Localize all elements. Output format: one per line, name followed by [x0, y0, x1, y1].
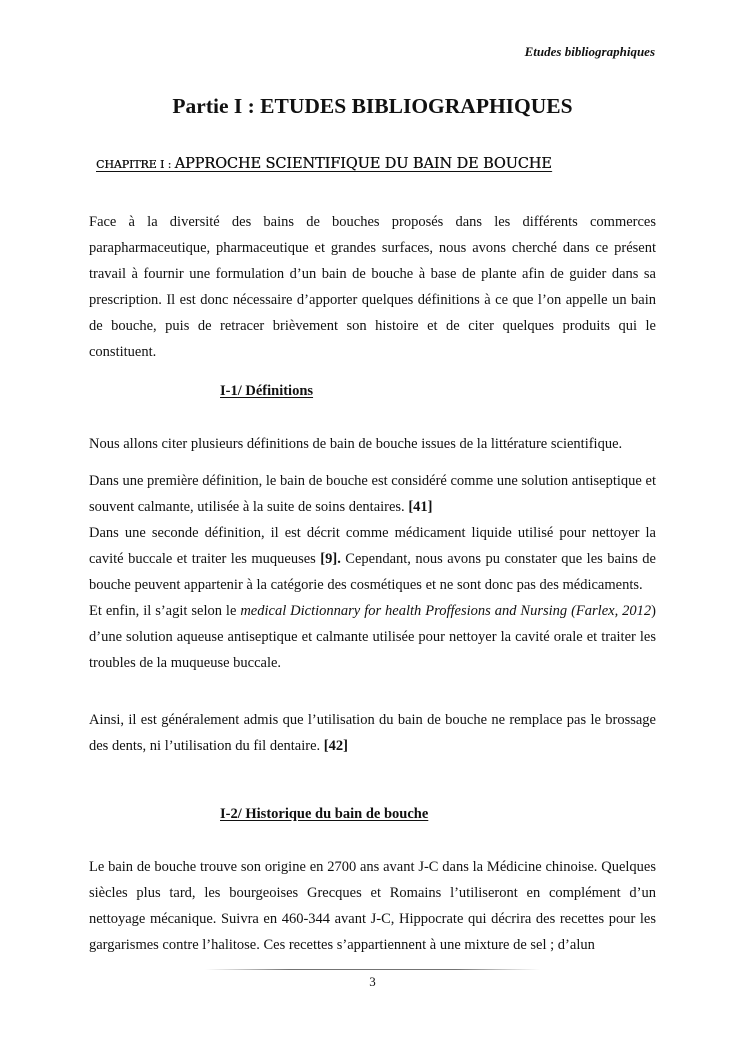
definitions-paragraph-5: [89, 707, 656, 759]
citation: [42]: [323, 738, 348, 754]
definitions-paragraph-2-text: Dans une première définition, le bain de bouche est considéré comme une solution antiseptique et souvent calmante, utilisée à la suite de soins dentaires.: [89, 473, 656, 515]
running-header: Etudes bibliographiques: [524, 44, 655, 59]
section-heading-definitions: I-1/ Définitions: [220, 383, 314, 399]
part-title: Partie I : ETUDES BIBLIOGRAPHIQUES: [172, 94, 573, 118]
definitions-paragraph-1: Nous allons citer plusieurs définitions de bain de bouche issues de la littérature scientifique.: [89, 436, 623, 452]
definitions-paragraph-4-text-b: ) d’une solution aqueuse antiseptique et calmante utilisée pour nettoyer la cavité orale et traiter les troubles de la muqueuse buccale.: [89, 603, 656, 671]
chapter-prefix: CHAPITRE I :: [96, 158, 175, 171]
chapter-name: APPROCHE SCIENTIFIQUE DU BAIN DE BOUCHE: [174, 156, 552, 172]
page-number: 3: [369, 974, 376, 989]
section-heading-history: I-2/ Historique du bain de bouche: [220, 806, 429, 822]
definitions-paragraph-2: [89, 468, 656, 676]
definitions-paragraph-3-text-a: Dans une seconde définition, il est décrit comme médicament liquide utilisé pour nettoyer la cavité buccale et traiter les muqueuses: [89, 525, 656, 567]
definitions-paragraph-4-text-a: Et enfin, il s’agit selon le: [89, 603, 241, 619]
footer-rule: [205, 969, 540, 970]
history-paragraph: Le bain de bouche trouve son origine en 2700 ans avant J-C dans la Médicine chinoise. Quelques siècles plus tard, les bourgeoises Grecques et Romains l’utiliseront en complément d’un nettoyage mécanique. Suivra en 460-344 avant J-C, Hippocrate qui décrira des recettes pour les gargarismes contre l’halitose. Ces recettes s’appartiennent à une mixture de sel ; d’alun: [89, 859, 656, 953]
dictionary-reference: medical Dictionnary for health Proffesions and Nursing (Farlex, 2012: [240, 603, 652, 619]
definitions-paragraph-3-text-b: Cependant, nous avons pu constater que les bains de bouche peuvent appartenir à la catégorie des cosmétiques et ne sont donc pas des médicaments.: [89, 551, 656, 593]
intro-paragraph: Face à la diversité des bains de bouches proposés dans les différents commerces parapharmaceutique, pharmaceutique et grandes surfaces, nous avons cherché dans ce présent travail à fournir une formulation d’un bain de bouche à base de plante afin de guider dans sa prescription. Il est donc nécessaire d’apporter quelques définitions à ce que l’on appelle un bain de bouche, puis de retracer brièvement son histoire et de citer quelques produits qui le constituent.: [89, 214, 656, 360]
definitions-paragraph-5-text: Ainsi, il est généralement admis que l’utilisation du bain de bouche ne remplace pas le brossage des dents, ni l’utilisation du fil dentaire.: [89, 712, 656, 754]
citation: [9].: [320, 551, 341, 567]
citation: [41]: [408, 499, 433, 515]
chapter-title: [96, 156, 552, 172]
